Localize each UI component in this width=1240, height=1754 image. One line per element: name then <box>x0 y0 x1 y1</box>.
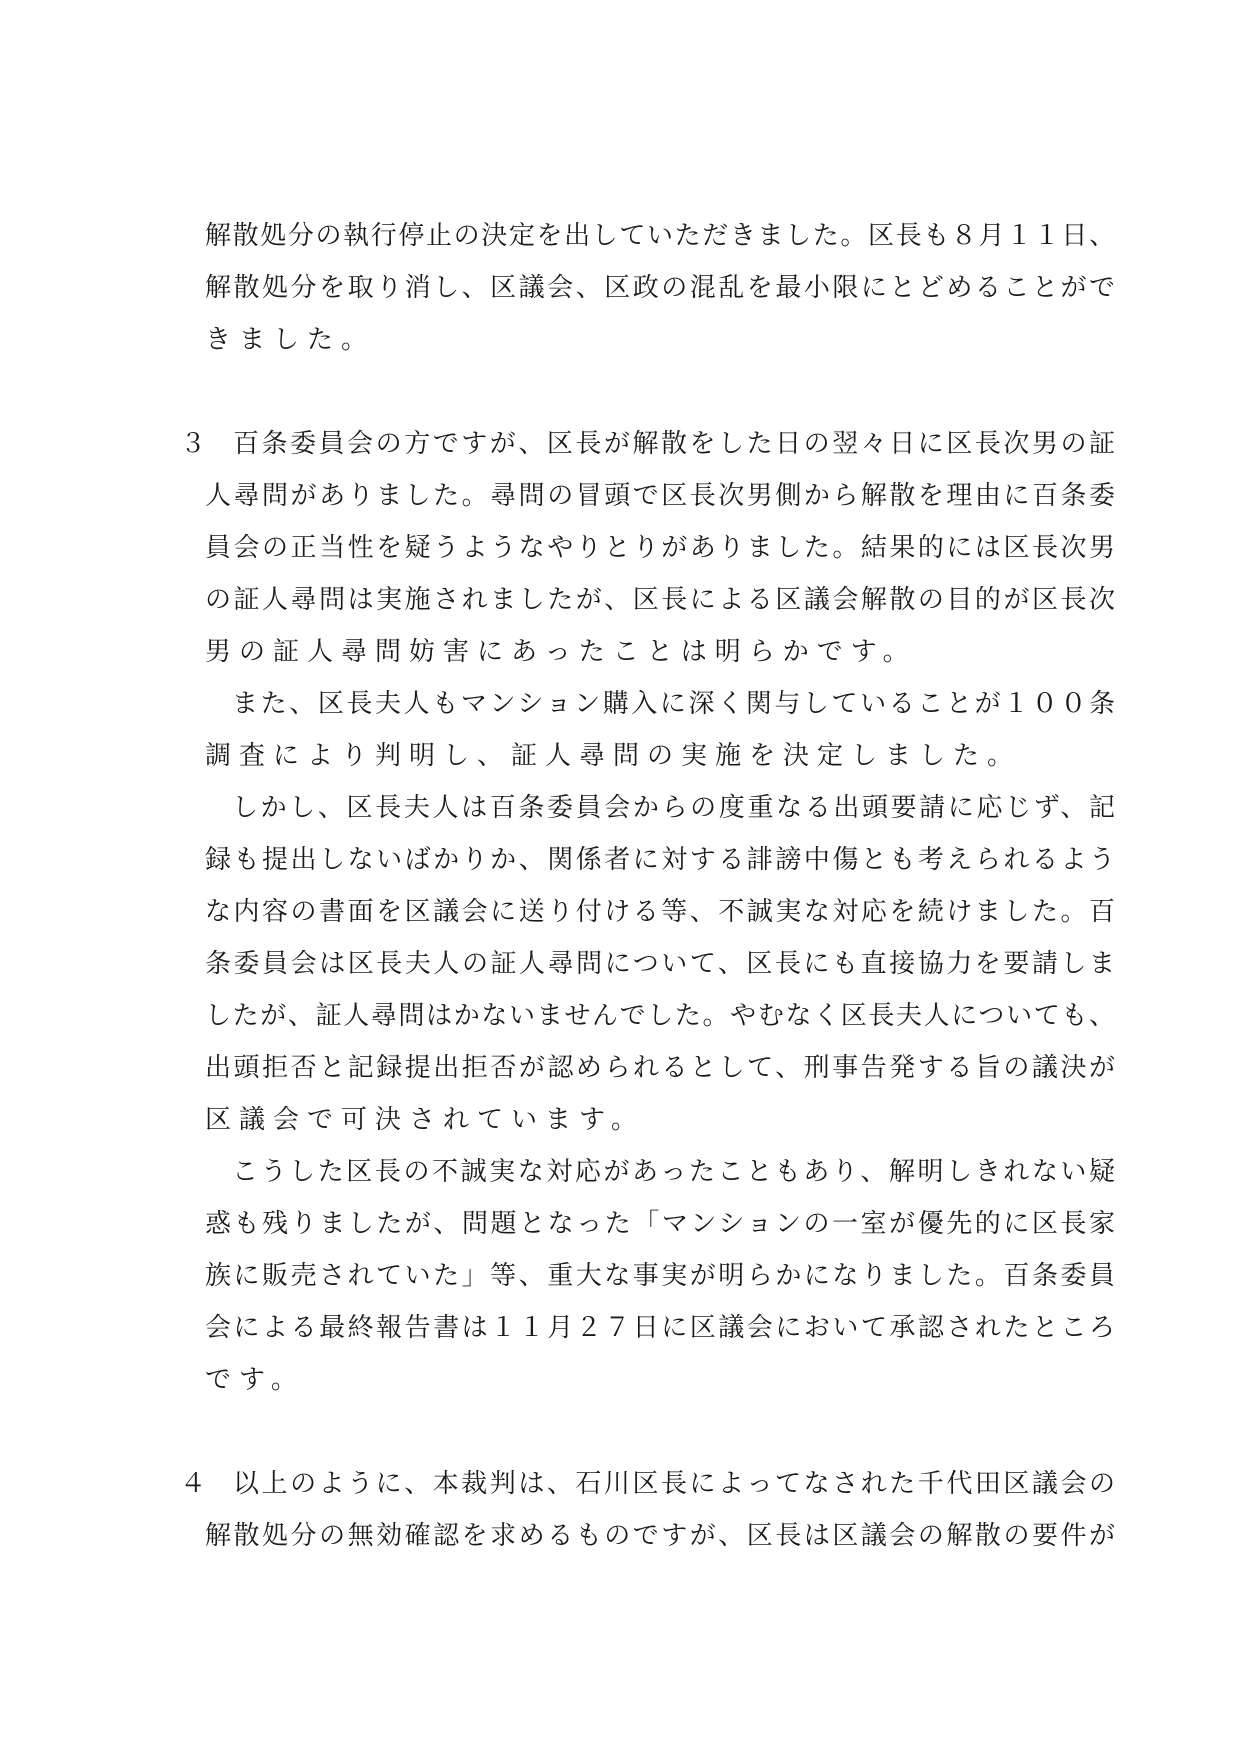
text-line: 解散処分の執行停止の決定を出していただきました。区長も８月１１日、 <box>205 221 1115 251</box>
text-line: 解散処分を取り消し、区議会、区政の混乱を最小限にとどめることがで <box>205 273 1115 303</box>
text-line: こうした区長の不誠実な対応があったこともあり、解明しきれない疑 <box>232 1157 1115 1187</box>
section-number: ３ <box>180 429 207 459</box>
text-line: 男の証人尋問妨害にあったことは明らかです。 <box>205 637 917 667</box>
text-line: 条委員会は区長夫人の証人尋問について、区長にも直接協力を要請しま <box>205 949 1115 979</box>
text-line: 員会の正当性を疑うようなやりとりがありました。結果的には区長次男 <box>205 533 1115 563</box>
text-line: 人尋問がありました。尋問の冒頭で区長次男側から解散を理由に百条委 <box>205 481 1115 511</box>
text-line: 族に販売されていた」等、重大な事実が明らかになりました。百条委員 <box>205 1261 1115 1291</box>
text-line: したが、証人尋問はかないませんでした。やむなく区長夫人についても、 <box>205 1001 1115 1031</box>
section-number: ４ <box>180 1469 207 1499</box>
text-line: 会による最終報告書は１１月２７日に区議会において承認されたところ <box>205 1313 1115 1343</box>
text-line: 以上のように、本裁判は、石川区長によってなされた千代田区議会の <box>233 1469 1115 1499</box>
text-line: 区議会で可決されています。 <box>205 1105 645 1135</box>
text-line: 録も提出しないばかりか、関係者に対する誹謗中傷とも考えられるよう <box>205 845 1115 875</box>
text-line: の証人尋問は実施されましたが、区長による区議会解散の目的が区長次 <box>205 585 1115 615</box>
text-line: です。 <box>205 1365 305 1395</box>
text-line: また、区長夫人もマンション購入に深く関与していることが１００条 <box>232 689 1115 719</box>
text-line: 出頭拒否と記録提出拒否が認められるとして、刑事告発する旨の議決が <box>205 1053 1115 1083</box>
text-line: 百条委員会の方ですが、区長が解散をした日の翌々日に区長次男の証 <box>233 429 1115 459</box>
text-line: 惑も残りましたが、問題となった「マンションの一室が優先的に区長家 <box>205 1209 1115 1239</box>
text-line: 解散処分の無効確認を求めるものですが、区長は区議会の解散の要件が <box>205 1521 1115 1551</box>
text-line: きました。 <box>205 325 376 355</box>
text-line: な内容の書面を区議会に送り付ける等、不誠実な対応を続けました。百 <box>205 897 1115 927</box>
text-line: 調査により判明し、証人尋問の実施を決定しました。 <box>205 741 1022 771</box>
text-line: しかし、区長夫人は百条委員会からの度重なる出頭要請に応じず、記 <box>232 793 1115 823</box>
